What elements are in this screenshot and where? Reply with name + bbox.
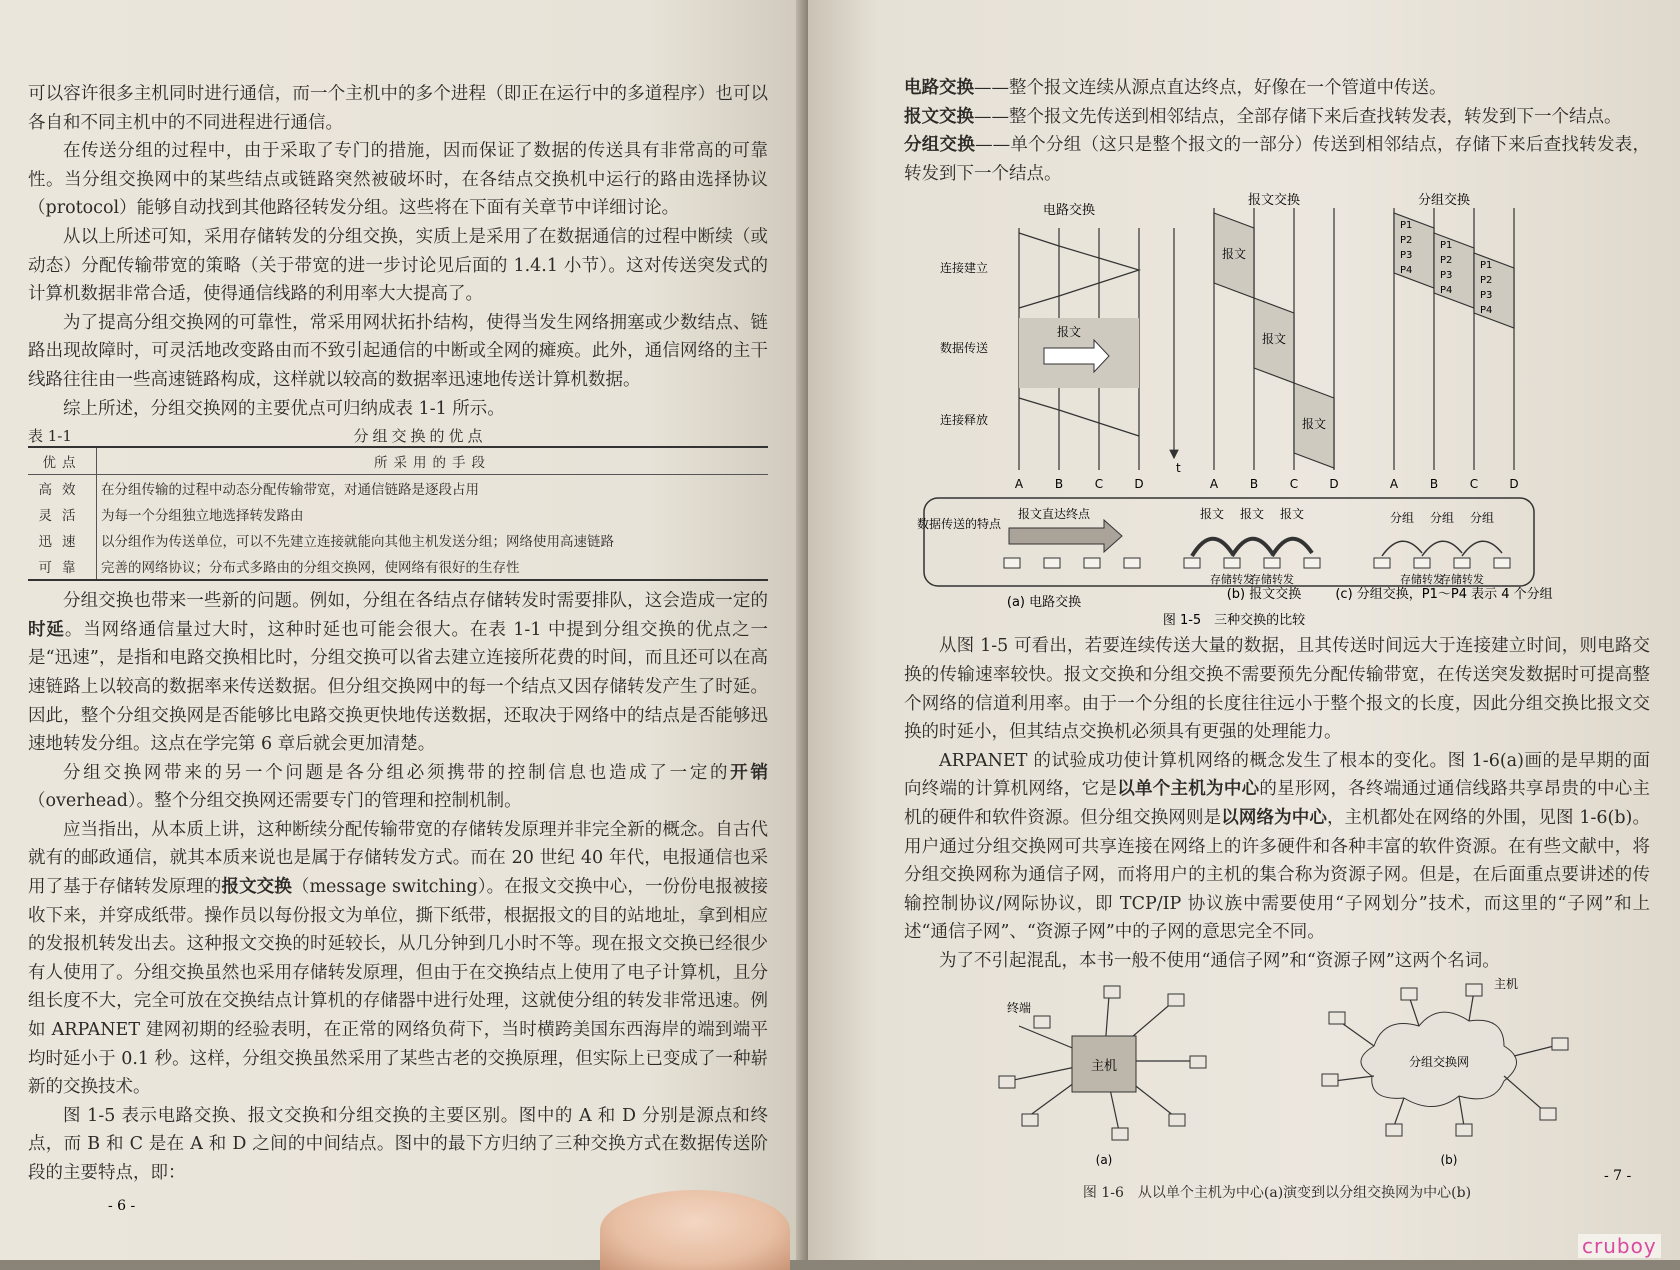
- packet-label: P1: [1440, 240, 1453, 252]
- msg-label: 报文: [1301, 417, 1327, 432]
- table-cell: 迅速: [28, 527, 97, 553]
- subcaption-a: (a) 电路交换: [1006, 595, 1082, 611]
- msg-label: 报文: [1261, 332, 1287, 347]
- node-label: C: [1094, 477, 1104, 492]
- paragraph: 在传送分组的过程中，由于采取了专门的措施，因而保证了数据的传送具有非常高的可靠性。当分组交换网中的某些结点或链路突然被破坏时，在各结点交换机中运行的路由选择协议（protocol）能够自动找到其他路径转发分组。这些将在下面有关章节中详细讨论。: [28, 141, 768, 219]
- message-title: 报文交换: [1247, 193, 1301, 209]
- paragraph: [28, 587, 768, 759]
- switching-comparison-diagram: [904, 188, 1650, 628]
- right-page: [808, 0, 1680, 1260]
- terminal-label: 终端: [1006, 1000, 1032, 1015]
- feature-label: 数据传送的特点: [916, 517, 1002, 532]
- node-label: D: [1509, 477, 1519, 492]
- table-row: [28, 501, 768, 527]
- network-label: 分组交换网: [1408, 1054, 1470, 1069]
- text-run: （overhead）。整个分组交换网还需要专门的管理和控制机制。: [28, 791, 522, 812]
- packet-label: P4: [1440, 285, 1453, 297]
- node-label: B: [1054, 477, 1064, 492]
- bold-term: 时延: [28, 619, 65, 640]
- text-run: 分组交换也带来一些新的问题。例如，分组在各结点存储转发时需要排队，这会造成一定的: [63, 591, 768, 612]
- column-header: 所采用的手段: [97, 447, 769, 475]
- page-number: - 7 -: [1604, 1168, 1632, 1184]
- packet-label: P4: [1480, 305, 1493, 317]
- store-forward-label: 存储转发: [1400, 573, 1444, 587]
- left-page: [0, 0, 808, 1260]
- paragraph: 从图 1-5 可看出，若要连续传送大量的数据，且其传送时间远大于连接建立时间，则电路交换的传输速率较快。报文交换和分组交换不需要预先分配传输带宽，在传送突发数据时可提高整个网络的信道利用率。由于一个分组的长度往往远小于整个报文的长度，因此分组交换比报文交换的时延小，但其结点交换机必须具有更强的处理能力。: [904, 636, 1650, 743]
- node-label: D: [1134, 477, 1144, 492]
- node-label: A: [1014, 477, 1024, 492]
- text-run: ，主机都处在网络的外围，见图 1-6(b)。用户通过分组交换网可共享连接在网络上的许多硬件和各种丰富的软件资源。在有些文献中，将分组交换网称为通信子网，而将用户的主机的集合称为资源子网。但是，在后面重点要讲述的传输控制协议/网际协议，即 TCP/IP 协议族中需要使用“子网划分”技术，而这里的“子网”和上述“通信子网”、“资源子网”中的子网的意思完全不同。: [904, 807, 1650, 943]
- text-run: 应当指出，从本质上讲，这种断续分配传输带宽的存储转发原理并非完全新的概念。自古代就有的邮政通信，就其本质来说也是属于存储转发方式。而在 20 世纪 40 年代，电报通信也采用了基于存储转发原理的: [28, 819, 768, 898]
- definition: [904, 74, 1650, 103]
- packet-title: 分组交换: [1417, 193, 1471, 209]
- network-topology-diagram: [904, 976, 1650, 1176]
- column-header: 优点: [28, 447, 97, 475]
- page-number: - 6 -: [108, 1198, 136, 1214]
- direct-label: 报文直达终点: [1017, 507, 1091, 522]
- packet-label: P3: [1400, 250, 1413, 262]
- data-transfer-label: 数据传送: [939, 341, 989, 356]
- watermark: cruboy: [1578, 1234, 1661, 1258]
- paragraph: 图 1-5 表示电路交换、报文交换和分组交换的主要区别。图中的 A 和 D 分别是源点和终点，而 B 和 C 是在 A 和 D 之间的中间结点。图中的最下方归纳了三种交换方式在数据传送阶段的主要特点，即：: [28, 1105, 768, 1183]
- packet-word: 分组: [1389, 511, 1415, 526]
- table-title: 分组交换的优点: [353, 427, 487, 446]
- bold-term: 报文交换: [221, 877, 292, 898]
- figure-caption: 图 1-6 从以单个主机为中心(a)演变到以分组交换网为中心(b): [1082, 1184, 1472, 1201]
- packet-label: P2: [1440, 255, 1453, 267]
- table-cell: 灵活: [28, 501, 97, 527]
- conn-release-label: 连接释放: [939, 413, 989, 428]
- packet-word: 分组: [1429, 511, 1455, 526]
- paragraph: [28, 816, 768, 1102]
- circuit-title: 电路交换: [1042, 203, 1096, 219]
- packet-label: P2: [1400, 235, 1413, 247]
- packet-label: P3: [1480, 290, 1493, 302]
- msg-label: 报文: [1056, 325, 1082, 340]
- text-run: 的星形网，各终端通过通信线路共享昂贵的中心主机的硬件和软件资源。但分组交换网则是: [904, 779, 1651, 828]
- bold-term: 开销: [730, 762, 769, 783]
- subcaption-b: (b) 报文交换: [1226, 587, 1302, 603]
- subcaption-a: (a): [1095, 1152, 1113, 1167]
- packet-label: P1: [1400, 220, 1413, 232]
- node-label: B: [1429, 477, 1439, 492]
- paragraph: [28, 759, 768, 816]
- bold-term: 以网络为中心: [1221, 807, 1327, 828]
- paragraph: 综上所述，分组交换网的主要优点可归纳成表 1-1 所示。: [63, 398, 505, 419]
- msg-label: 报文: [1199, 507, 1225, 522]
- paragraph: 为了提高分组交换网的可靠性，常采用网状拓扑结构，使得当发生网络拥塞或少数结点、链路出现故障时，可灵活地改变路由而不致引起通信的中断或全网的瘫痪。此外，通信网络的主干线路往往由一些高速链路构成，这样就以较高的数据率迅速地传送计算机数据。: [28, 312, 768, 390]
- thumb: [600, 1190, 790, 1270]
- table-label: 表 1-1: [28, 427, 72, 446]
- table-cell: 完善的网络协议；分布式多路由的分组交换网，使网络有很好的生存性: [101, 560, 520, 577]
- subcaption-c: (c) 分组交换，P1～P4 表示 4 个分组: [1335, 587, 1553, 603]
- text-run: ——整个报文连续从源点直达终点，好像在一个管道中传送。: [974, 78, 1447, 98]
- store-forward-label: 存储转发: [1440, 573, 1484, 587]
- node-label: C: [1289, 477, 1299, 492]
- msg-label: 报文: [1239, 507, 1265, 522]
- figure-1-5: [904, 188, 1650, 632]
- table-caption: [28, 425, 768, 446]
- node-label: A: [1389, 477, 1399, 492]
- figure-caption: 图 1-5 三种交换的比较: [1162, 613, 1306, 629]
- text-run: 分组交换网带来的另一个问题是各分组必须携带的控制信息也造成了一定的: [63, 762, 731, 783]
- table-header-row: [28, 447, 768, 475]
- table-row: [28, 475, 768, 502]
- table-cell: 为每一个分组独立地选择转发路由: [101, 508, 304, 525]
- packet-label: P3: [1440, 270, 1453, 282]
- text-run: ——整个报文先传送到相邻结点，全部存储下来后查找转发表，转发到下一个结点。: [974, 106, 1622, 127]
- conn-setup-label: 连接建立: [939, 261, 989, 276]
- time-axis-label: t: [1176, 461, 1181, 476]
- node-label: A: [1209, 477, 1219, 492]
- table-cell: 高效: [28, 475, 97, 502]
- table-cell: 以分组作为传送单位，可以不先建立连接就能向其他主机发送分组；网络使用高速链路: [101, 534, 614, 551]
- text-run: （message switching）。在报文交换中心，一份份电报被接收下来，并穿成纸带。操作员以每份报文为单位，撕下纸带，根据报文的目的站地址，拿到相应的发报机转发出去。这种报文交换的时延较长，从几分钟到几小时不等。现在报文交换已经很少有人使用了。分组交换虽然也采用存储转发原理，但由于在交换结点上使用了电子计算机，且分组长度不大，完全可放在交换结点计算机的存储器中进行处理，这就使分组的转发非常迅速。例如 ARPANET 建网初期的经验表明，在正常的网络负荷下，当时横跨美国东西海岸的端到端平均时延小于 0.1 秒。这样，分组交换虽然采用了某些古老的交换原理，但实际上已变成了一种崭新的交换技术。: [28, 877, 769, 1098]
- definition: [904, 103, 1650, 132]
- node-label: D: [1329, 477, 1339, 492]
- bold-term: 以单个主机为中心: [1117, 779, 1260, 800]
- figure-1-6: [904, 976, 1650, 1202]
- host-label: 主机: [1494, 976, 1519, 991]
- msg-label: 报文: [1221, 247, 1247, 262]
- host-label: 主机: [1090, 1058, 1118, 1074]
- paragraph: 从以上所述可知，采用存储转发的分组交换，实质上是采用了在数据通信的过程中断续（或动态）分配传输带宽的策略（关于带宽的进一步讨论见后面的 1.4.1 小节）。这对传送突发式的计算机数据非常合适，使得通信线路的利用率大大提高了。: [28, 226, 768, 305]
- bold-term: 分组交换: [904, 135, 976, 156]
- msg-label: 报文: [1279, 507, 1305, 522]
- table-cell: 在分组传输的过程中动态分配传输带宽，对通信链路是逐段占用: [101, 482, 479, 499]
- node-label: B: [1249, 477, 1259, 492]
- definition: [904, 131, 1650, 188]
- store-forward-label: 存储转发: [1250, 573, 1294, 587]
- packet-label: P4: [1400, 265, 1413, 277]
- bold-term: 报文交换: [904, 106, 974, 127]
- packet-label: P2: [1480, 275, 1493, 287]
- subcaption-b: (b): [1440, 1152, 1458, 1167]
- text-run: ——单个分组（这只是整个报文的一部分）传送到相邻结点，存储下来后查找转发表，转发到下一个结点。: [904, 135, 1651, 184]
- direct-arrow-icon: [1009, 520, 1122, 552]
- node-label: C: [1469, 477, 1479, 492]
- table-row: [28, 527, 768, 553]
- packet-word: 分组: [1469, 511, 1495, 526]
- text-run: ARPANET 的试验成功使计算机网络的概念发生了根本的变化。图 1-6(a)画的是早期的面向终端的计算机网络，它是: [904, 750, 1650, 800]
- table-cell: 可靠: [28, 553, 97, 580]
- packet-label: P1: [1480, 260, 1493, 272]
- text-run: 。当网络通信量过大时，这种时延也可能会很大。在表 1-1 中提到分组交换的优点之一是“迅速”，是指和电路交换相比时，分组交换可以省去建立连接所花费的时间，而且还可以在高速链路上以较高的数据率来传送数据。但分组交换网中的每一个结点又因存储转发产生了时延。因此，整个分组交换网是否能够比电路交换更快地传送数据，还取决于网络中的结点是否能够迅速地转发分组。这点在学完第 6 章后就会更加清楚。: [28, 619, 769, 755]
- paragraph: 为了不引起混乱，本书一般不使用“通信子网”和“资源子网”这两个名词。: [939, 950, 1500, 971]
- paragraph: 可以容许很多主机同时进行通信，而一个主机中的多个进程（即正在运行中的多道程序）也可以各自和不同主机中的不同进程进行通信。: [28, 84, 768, 133]
- bold-term: 电路交换: [904, 78, 974, 98]
- advantages-table: [28, 446, 768, 581]
- table-row: [28, 553, 768, 580]
- store-forward-label: 存储转发: [1210, 573, 1254, 587]
- paragraph: [904, 747, 1650, 947]
